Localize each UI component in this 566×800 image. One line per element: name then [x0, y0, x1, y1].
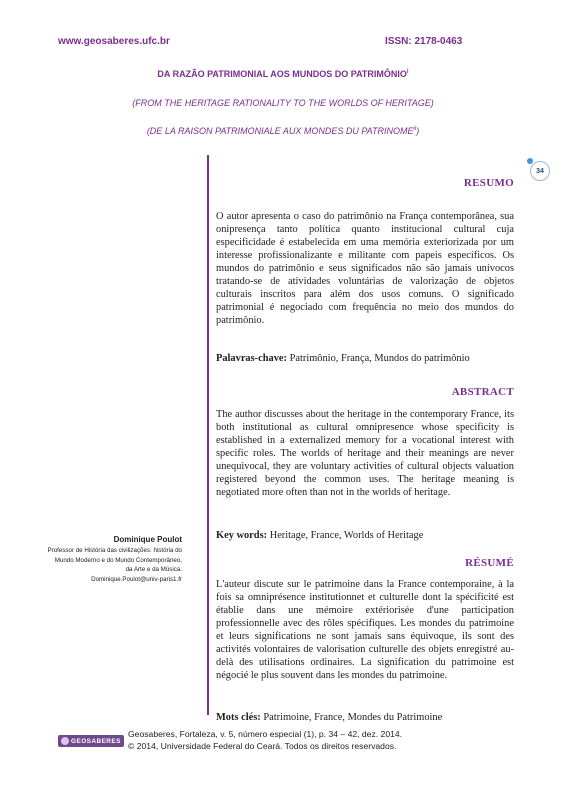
resume-heading: RÉSUMÉ	[465, 557, 514, 569]
author-affiliation: Professor de História das civilizações: história do Mundo Moderno e do Mundo Contemporâneo, da Arte e da Música. Dominique.Poulot@univ-paris1.fr	[20, 546, 182, 584]
author-email[interactable]: Dominique.Poulot@univ-paris1.fr	[91, 575, 182, 583]
page-number-badge: 34	[530, 161, 550, 181]
content-divider	[207, 155, 209, 715]
resume-keywords: Mots clés: Patrimoine, France, Mondes du Patrimoine	[216, 712, 443, 723]
globe-icon	[61, 737, 69, 745]
issn-label: ISSN: 2178-0463	[385, 36, 463, 47]
resumo-heading: RESUMO	[463, 177, 514, 189]
abstract-keywords: Key words: Heritage, France, Worlds of Heritage	[216, 530, 424, 541]
title-french: (DE LA RAISON PATRIMONIALE AUX MONDES DU PATRINOME$^{ii}$)	[146, 126, 420, 136]
journal-logo: GEOSABERES	[58, 735, 124, 747]
journal-website[interactable]: www.geosaberes.ufc.br	[58, 36, 170, 47]
resumo-keywords: Palavras-chave: Patrimônio, França, Mundos do patrimônio	[216, 353, 470, 364]
resume-text: L'auteur discute sur le patrimoine dans la France contemporaine, à la fois sa omniprésence institutionnet et culturelle dont la spécificité est établie dans une mémoire extériorisée d'une participation professionnelle avec des rôles spécifiques. Les mondes du patrimoine et leurs significations ne sont jamais sans équivoque, ils sont des activités volontaires de valorisation culturelle des objets enregistré au-delà des utilisations ordinaires. La signification du patrimoine est négocié le plus souvent dans les mondes du patrimoine.	[216, 579, 514, 681]
title-english: (FROM THE HERITAGE RATIONALITY TO THE WORLDS OF HERITAGE)	[132, 98, 434, 108]
abstract-heading: ABSTRACT	[451, 386, 514, 398]
footer-citation: Geosaberes, Fortaleza, v. 5, número especial (1), p. 34 – 42, dez. 2014.	[128, 729, 403, 739]
author-name: Dominique Poulot	[113, 535, 182, 544]
title-footnote-marker[interactable]: i	[406, 69, 409, 75]
title-french-footnote-marker[interactable]: ii	[413, 126, 417, 132]
abstract-text: The author discusses about the heritage in the contemporary France, its both institutional as cultural omnipresence whose specificity is established in a externalized memory for a vocational interest with specific roles. The worlds of heritage and their meanings are never unequivocal, they are voluntary activities of cultural objects valuation registered beyond the common uses. The heritage meaning is negotiated more often than not in the worlds of heritage.	[216, 409, 514, 498]
footer-copyright: © 2014, Universidade Federal do Ceará. Todos os direitos reservados.	[128, 741, 397, 751]
resumo-text: O autor apresenta o caso do patrimônio na França contemporânea, sua onipresença tanto política quanto institucional cultural cuja especificidade é estabelecida em uma memória exteriorizada por um interesse profissionalizante e militante com papeis específicos. Os mundos do patrimônio e seus significados não são jamais unívocos tratando-se de atividades voluntárias de valorização de objetos culturais inscritos para além dos usos comuns. O significado patrimonial é negociado com frequência no meio dos mundos do patrimônio.	[216, 211, 514, 326]
title-portuguese: DA RAZÃO PATRIMONIAL AOS MUNDOS DO PATRIMÔNIO$^i$	[157, 69, 409, 79]
